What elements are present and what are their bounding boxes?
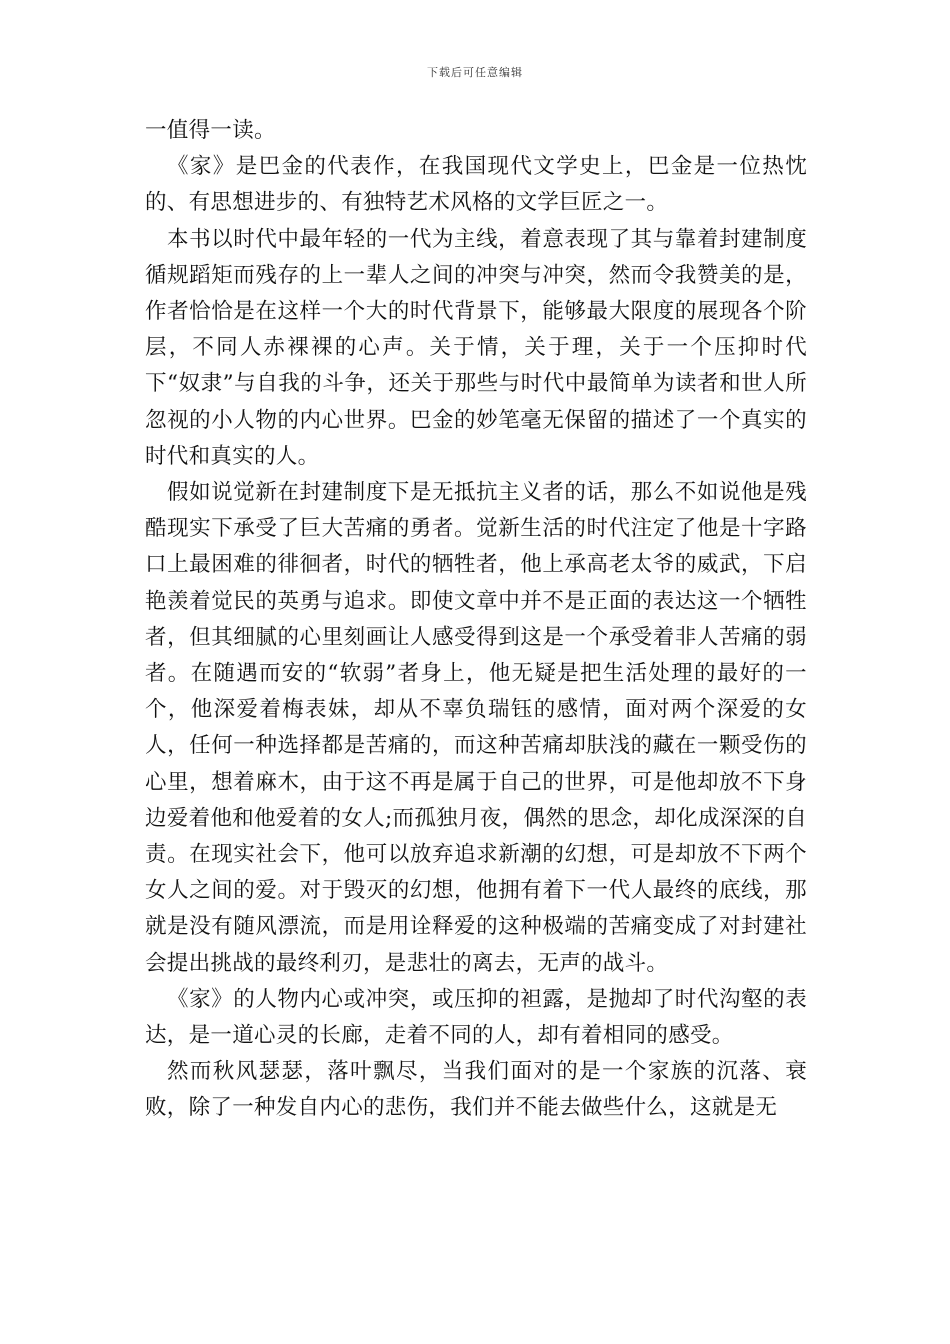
paragraph-4: 假如说觉新在封建制度下是无抵抗主义者的话，那么不如说他是残酷现实下承受了巨大苦痛的勇者。觉新生活的时代注定了他是十字路口上最困难的徘徊者，时代的牺牲者，他上承高老太爷的威武，下启艳羡着觉民的英勇与追求。即使文章中并不是正面的表达这一个牺牲者，但其细腻的心里刻画让人感受得到这是一个承受着非人苦痛的弱者。在随遇而安的“软弱”者身上，他无疑是把生活处理的最好的一个，他深爱着梅表妹，却从不辜负瑞钰的感情，面对两个深爱的女人，任何一种选择都是苦痛的，而这种苦痛却肤浅的藏在一颗受伤的心里，想着麻木，由于这不再是属于自己的世界，可是他却放不下身边爱着他和他爱着的女人;而孤独月夜，偶然的思念，却化成深深的自责。在现实社会下，他可以放弃追求新潮的幻想，可是却放不下两个女人之间的爱。对于毁灭的幻想，他拥有着下一代人最终的底线，那就是没有随风漂流，而是用诠释爱的这种极端的苦痛变成了对封建社会提出挑战的最终利刃，是悲壮的离去，无声的战斗。: [145, 480, 807, 976]
paragraph-5: 《家》的人物内心或冲突，或压抑的袒露，是抛却了时代沟壑的表达，是一道心灵的长廊，走着不同的人，却有着相同的感受。: [145, 986, 807, 1049]
paragraph-2: 《家》是巴金的代表作，在我国现代文学史上，巴金是一位热忱的、有思想进步的、有独特艺术风格的文学巨匠之一。: [145, 154, 807, 216]
paragraph-1: 一值得一读。: [145, 118, 276, 143]
document-body: [145, 113, 807, 1127]
paragraph-6: 然而秋风瑟瑟，落叶飘尽，当我们面对的是一个家族的沉落、衰败，除了一种发自内心的悲伤，我们并不能去做些什么，这就是无: [145, 1059, 807, 1121]
page-header-note: 下载后可任意编辑: [427, 66, 523, 79]
paragraph-3: 本书以时代中最年轻的一代为主线，着意表现了其与靠着封建制度循规蹈矩而残存的上一辈人之间的冲突与冲突，然而令我赞美的是，作者恰恰是在这样一个大的时代背景下，能够最大限度的展现各个阶层，不同人赤裸裸的心声。关于情，关于理，关于一个压抑时代下“奴隶”与自我的斗争，还关于那些与时代中最简单为读者和世人所忽视的小人物的内心世界。巴金的妙笔毫无保留的描述了一个真实的时代和真实的人。: [145, 226, 807, 469]
